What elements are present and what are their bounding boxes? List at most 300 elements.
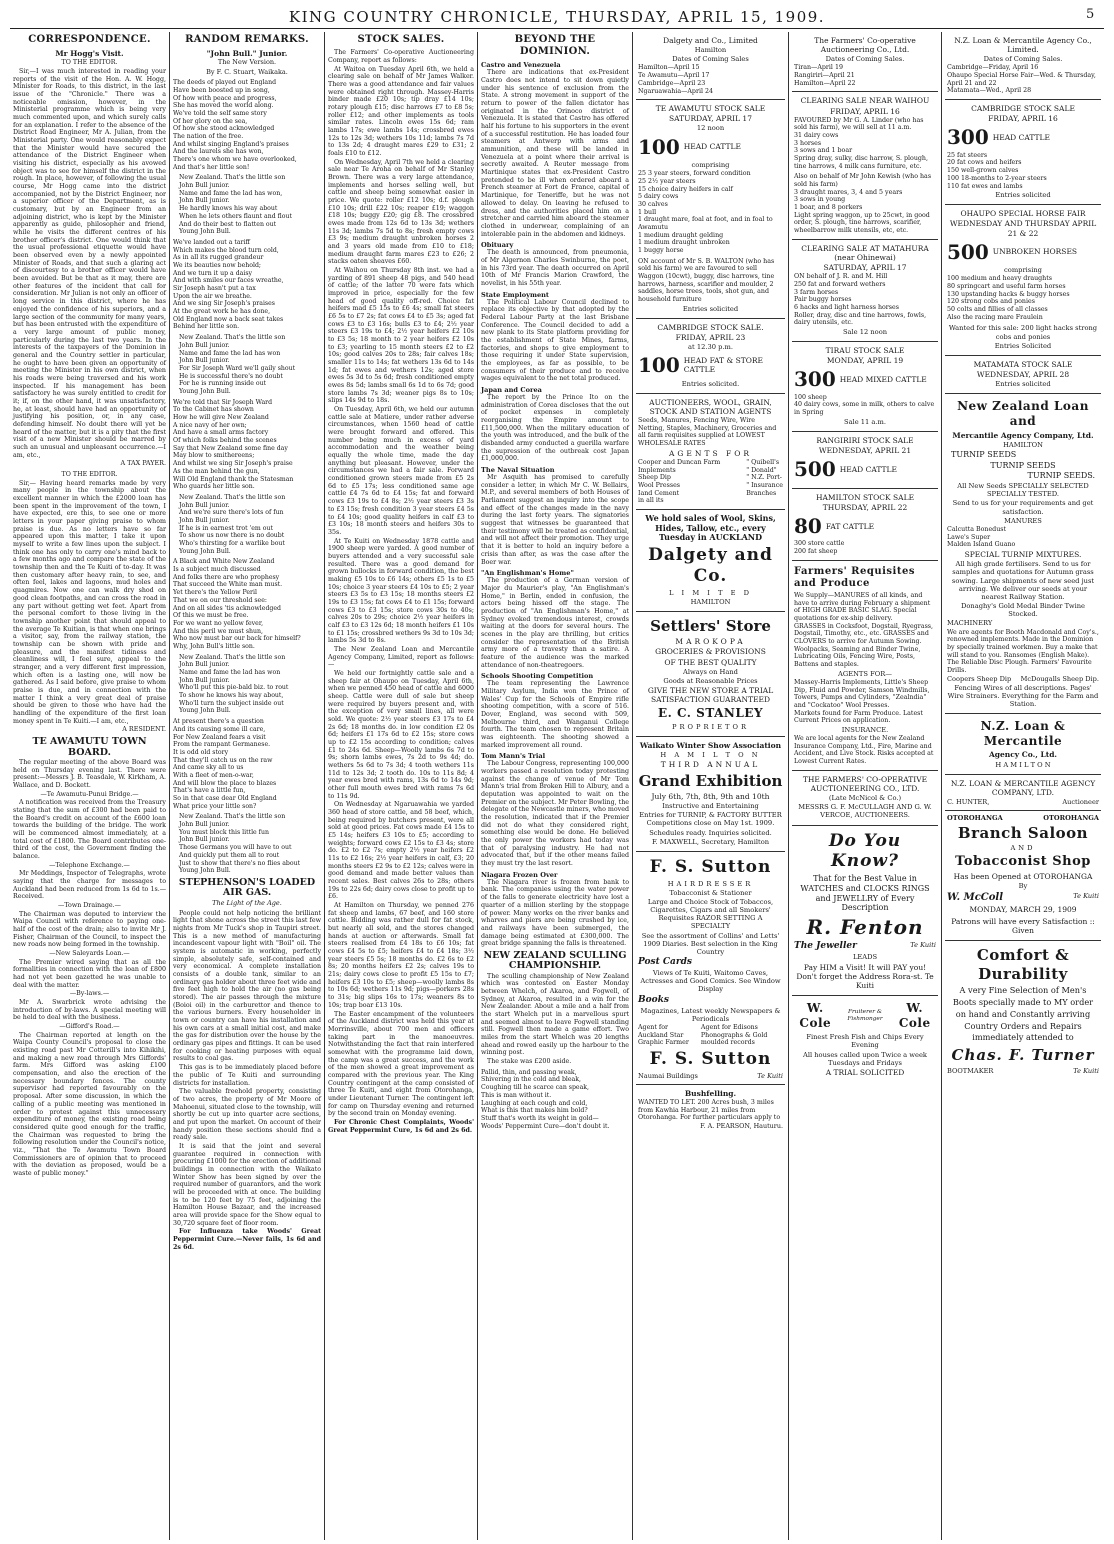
sale-date: MONDAY, APRIL 19 [826,356,904,366]
sale-date-item: Rangiriri—April 21 [794,72,855,80]
article-subhead: —Town Drainage.— [58,902,121,910]
ad-text: AND [1010,844,1036,853]
ad-subhead: Mercantile Agency Company, Ltd. [952,430,1094,440]
poem-stanza: New Zealand. That's the little son John Bull junior. Name and fame the lad has won John Bull junior. For Sir Joseph Ward we'll gaily shout He is successful there's no doubt For he is running inside out Young John Bull. [179,334,296,395]
news-heading: State Employment [481,290,549,299]
sale-time: at 12.30 p.m. [688,343,733,352]
sale-date: WEDNESDAY AND THURSDAY APRIL 21 & 22 [949,219,1097,238]
section-title: STOCK SALES. [357,34,445,45]
sale-item: 20 fat cows and heifers [947,159,1022,167]
sale-time: 12 noon [696,124,725,133]
masthead-rule [10,28,1104,29]
sale-item-list [947,152,1099,190]
ad-text: Fruiterer & Fishmonger [847,1008,883,1022]
letter-body: Sir,—I was much interested in reading your reports of the visit of the Hon. A. W. Hogg, Minister for Roads, to this district, in the last issue of the "Chronicle." There was a noticeable omission, however, in the Ministerial programme which is being very much commented upon, and which surely calls for an explanation. I refer to the absence of the District Road Engineer, Mr A. Julian, from the Ministerial party. One would reasonably expect that the Minister would have secured the attendance of the District Engineer when visiting his district, especially as his avowed object was to see for himself the district in the rough. In place, however, of following the usual course, Mr Hogg came into the district accompanied, not by the District Engineer, nor a superior officer of the Department, as is customary, but by an Engineer from an adjoining district, who is kept by the Minister apparently as guide, philosopher and friend, while he visits the different centres of his brother officer's district. One would think that the usual professional etiquette would have been observed even by a newly appointed Minister of Roads, and that such a glaring act of discourtesy to a brother officer would have been avoided. But be that as it may, there are other features of the incident that call for consideration. Mr Julian is not only an officer of long service in this district, where he has enjoyed the confidence of his superiors, and a large section of the community for many years, but has been entrusted with the expenditure of a very large amount of public money, particularly during the last two years. In the interests of the taxpayers of the Dominion in general and the Country settler in particular, he ought to have been given an opportunity of meeting the Minister in his own district, when his roads were being traversed and his work inspected. If his management has been satisfactory he was surely entitled to credit for it; if, on the other hand, it was unsatisfactory, he, at least, should have had an opportunity of justifying his position, or, in any case, defending himself. No doubt there will yet be heard of the matter, but it is a pity that the first visit of a new Minister should be marred by such an unusual and unpleasant occurrence.—I am, etc., [13,68,166,459]
ad-subhead: Dates of Coming Sales. [825,55,905,64]
ad-text: July 6th, 7th, 8th, 9th and 10th [651,791,770,801]
article-paragraph: The Premier wired saying that as all the formalities in connection with the loan of £800 had not yet been gazetted he was unable to deal with the matter. [13,958,166,989]
ad-subhead: SPECIAL TURNIP MIXTURES. [964,550,1082,560]
news-heading: Obituary [481,241,514,250]
article-paragraph: The Chairman was deputed to interview the Waipa Council with reference to paying one-half of the cost of the drain; also to invite Mr J. Fisher, Chairman of the Council, to inspect the new roads now being formed in the township. [13,910,166,949]
ad-text: Schedules ready. Inquiries solicited. [649,828,772,837]
news-text: The Labour Congress, representing 100,000 workers passed a resolution today protesting against the change of venue of Mr Tom Mann's trial from Broken Hill to Albury, and a deputation was appointed to wait on the Premier on the subject. Mr Peter Bowling, the delegate of the Newcastle miners, who moved the resolution, indicated that if the Premier did not do what they considered right, something else would be done. He believed the only power the workers had today was that of paralysing industry. He had not advocated that, but if the other means failed they must try the last resort. [481,760,629,868]
news-text: The production of a German version of Major du Maurier's play, "An Englishman's Home," in Berlin, ended in confusion, the actors being hissed off the stage. The production of "An Englishman's Home," at Sydney evoked tremendous interest, crowds waiting at the doors for several hours. The scenes in the play are thrilling, but critics consider the representation of the British army more of a travesty than a satire. A feature of the audience was the marked attendance of non-theatregoers. [481,577,629,669]
poem-stanza: We've landed out a tariff Which makes the blood turn cold, As in all its rugged grandeur We its beauties now behold; And we turn it up a daisy And with smiles our faces wreathe, Sir Joseph hasn't put a tax Upon the air we breathe. And we sing Sir Joseph's praises At the great work he has done, Old England now a back seat takes Behind her little son. [173,238,284,331]
ad-brand: Grand Exhibition [638,771,783,790]
news-text: The team representing the Lawrence Military Asylum, India won the Prince of Wales' Cup for the Schools of Empire rifle shooting competition, with a score of 516. Dover, England, was second with 509, Melbourne third, and Wanganui College fourth. The team chosen to represent Britain was eighteenth. The shooting showed a marked improvement all round. [481,680,629,749]
column-farmers-coop-ads [789,32,942,1540]
sale-item: 25 fat steers [947,151,988,159]
sale-item: Light spring waggon, up to 25cwt, in good order, S. plough, tine harrows, scarifier, wheelbarrow milk utensils, etc, etc. [794,211,930,235]
sale-note: ON behalf of J. R. and M. Hill [794,273,888,281]
ad-text: All houses called upon Twice a week Tuesdays and Fridays [803,1050,927,1067]
ad-text: Coopers Sheep Dip [947,674,1012,683]
sale-date: SATURDAY, APRIL 17 [669,114,752,124]
sale-heading: CAMBRIDGE STOCK SALE. [657,322,764,332]
poem-stanza: New Zealand. That's the little son John Bull junior. And we're sure there's lots of fun John Bull junior. If he is in earnest trot 'em out To show us now there is no doubt Who's thirsting for a warlike bout Young John Bull. [179,493,286,555]
article-paragraph: On Tuesday, April 6th, we held our autumn cattle sale at Matiere, under rather adverse circumstances, when 1560 head of cattle were brought forward and offered. This number being much in excess of yard accommodation and the weather being equally the whole time, made the day anything but pleasant. However, under the circumstances we had a fair sale. Forward conditioned grown steers made from £5 2s 6d to £5 17s; less conditioned same age cattle £4 7s 6d to £4 15s; fat and forward cows £3 19s to £4 8s; 2½ year steers £3 3s to £3 15s; fresh condition 3 year steers £4 5s to £4 10s; good quality heifers in calf £3 to £3 10s; 18 month steers and heifers 30s to 35s. [328,406,474,536]
ad-brand: Branch Saloon [957,824,1089,843]
ad-brand: New Zealand Loan and [957,399,1089,428]
ad-text: We hold sales of Wool, Skins, Hides, Tallow, etc., every Tuesday in AUCKLAND [645,512,776,543]
poem-subtitle: The New Version. [217,58,277,67]
article-paragraph: The New Zealand Loan and Mercantile Agency Company, Limited, report as follows:— [328,645,474,669]
sale-heading: MATAMATA STOCK SALE [973,359,1073,369]
ad-subhead: (Late McNicol & Co.) [828,794,902,803]
ad-text: Views of Te Kuiti, Waitomo Caves, Actresses and Good Comics. See Window Display [640,969,781,994]
sale-item-list [794,189,936,235]
manure-item: Lawe's Super [947,533,991,541]
sale-item: HEAD FAT & STORE CATTLE [683,356,763,375]
news-heading: Castro and Venezuela [481,61,561,70]
article-paragraph: Mr A. Swarbrick wrote advising the introduction of by-laws. A special meeting will be held to deal with the business. [13,999,166,1022]
sale-item: 1 medium draught unbroken [638,239,730,247]
advert-poem: Pallid, thin, and passing weak, Shivering in the cold and bleak, Coughing till he scarce can speak, This is man without it. Laughing at each cough and cold, What is this that makes him bold? Stuff that's worth its weight in gold— Woods' Peppermint Cure—don't doubt it. [481,1068,610,1130]
agent-item: Implements [638,466,676,474]
sale-count: 300 [794,367,836,392]
sale-heading: OHAUPO SPECIAL HORSE FAIR [960,209,1086,219]
sale-date-item: Te Awamutu—April 17 [638,72,710,80]
ad-text: Markets found for Farm Produce. Latest Current Prices on application. [794,709,923,725]
ad-subhead: AGENTS FOR [669,448,752,458]
ad-heading: AUCTIONEERS, WOOL, GRAIN, STOCK AND STATION AGENTS [649,397,772,416]
ad-town: HAMILTON [690,597,731,606]
sale-dates-list [794,64,936,87]
sale-date: FRIDAY, APRIL 23 [675,332,746,342]
sale-item: 100 sheep [794,393,827,401]
turnip-seeds-line: TURNIP SEEDS [990,460,1056,470]
ad-brand: Chas. F. Turner [951,1046,1095,1065]
sale-count: 100 [638,353,680,378]
sale-item: 3 sows in young [794,196,846,204]
ad-text: MESSRS G. F. McCULLAGH AND G. W. VERCOE, AUCTIONEERS. [798,803,932,820]
ad-heading: Farmers' Requisites and Produce [794,565,915,589]
sale-item: 120 strong cobs and ponies [947,298,1035,306]
turnip-seeds-line: TURNIP SEEDS. [1027,471,1095,481]
ad-subhead: Agency Co., Ltd. [988,750,1058,760]
sale-item: HEAD CATTLE [683,142,741,152]
ad-text: Seeds, Manures, Fencing Wire, Wire Netting, Staples, Machinery, Groceries and all farm requisites supplied at LOWEST WHOLESALE RATES [638,417,777,448]
ad-subhead: Books [638,994,669,1005]
agents-list [746,459,783,505]
poem-stanzas [173,79,321,875]
ad-text: Te Kuiti [757,1071,783,1080]
sale-date-item: Hamilton—April 22 [794,79,856,87]
sale-date: FRIDAY, APRIL 16 [988,114,1058,124]
sale-item: HEAD CATTLE [992,133,1050,143]
sale-item: 250 fat and forward wethers [794,280,886,288]
sale-item: HEAD CATTLE [839,464,897,474]
ad-subhead: MACHINERY [947,619,993,628]
ad-subhead: Post Cards [638,957,692,968]
ad-text: We Supply—MANURES of all kinds, and have to arrive during February a shipment of HIGH GRADE BASIC SLAG. Special quotations for ex-ship delivery. [794,592,931,623]
sale-item: 25 3 year steers, forward condition [638,170,751,178]
agent-item: Cooper and Duncan Farm [638,458,721,466]
sale-date-item: Matamata—Wed., April 28 [947,87,1032,95]
sale-heading: RANGIRIRI STOCK SALE [816,435,914,445]
turnip-seeds-line: TURNIP SEEDS [951,449,1017,459]
ad-subhead: L I M I T E D [668,588,753,597]
news-heading: Japan and Corea [481,386,542,394]
sale-item: 1 draught mare, foal at foot, and in foal to Awamutu [638,216,773,231]
manure-item: Calcutta Bonedust [947,526,1007,533]
article-title: TE AWAMUTU TOWN BOARD. [32,736,147,758]
news-heading: Niagara Frozen Over [481,870,558,879]
agent-item: " Insurance [746,481,783,489]
sale-item: UNBROKEN HORSES [992,247,1078,257]
column-stock-sales [325,32,478,1540]
ad-brand: Settlers' Store [650,617,771,635]
ad-heading: N.Z. LOAN & MERCANTILE AGENCY COMPANY, LTD. [950,778,1096,797]
poem-stanza: New Zealand. That's the little son John Bull junior. Name and fame the lad has won John Bull junior. Who'll put this pie-bald biz. to rout To show he knows his way about, Who'll turn the subject inside out Young John Bull. [179,653,289,715]
ad-brand: N.Z. Loan & Mercantile [980,719,1066,748]
sale-date: WEDNESDAY, APRIL 28 [976,370,1070,380]
article-paragraph: The Farmers' Co-operative Auctioneering Company, report as follows: [328,49,474,64]
ad-text: All New Seeds SPECIALLY SELECTED SPECIALLY TESTED. [957,482,1089,499]
sale-item: 1 bull [638,208,657,216]
sale-item: 40 dairy cows, some in milk, others to calve in Spring [794,401,935,417]
sale-item-list [794,540,936,555]
article-paragraph: On Wednesday at Ngaruawahia we yarded 360 head of store cattle, and 58 beef, which, being required by butchers present, were all sold at good prices. Fat cows made £4 15s to £5 14s; heifers £3 10s to £5; according to weights; forward cows £2 15s to £3 4s; store do. £2 to £2 7s; empty 2½ year heifers £2 11s to £2 16s; 2½ year heifers in calf, £3; 20 months steers £2 9s to £2 12s; calves were in good demand and made better values than recent sales. Best calves 26s to 28s; others 19s to 22s 6d; dairy cows close to profit up to £6. [328,801,474,901]
sale-dates-list [947,64,1099,95]
news-heading: Tom Mann's Trial [481,752,546,761]
sale-note: FAVOURED by Mr G. A. Linder (who has sold his farm), we will sell at 11 a.m. [794,116,924,132]
sale-item: 1 boar, and 8 porkers [794,204,863,212]
sale-date: WEDNESDAY, APRIL 21 [818,446,912,456]
ad-heading: The Farmers' Co-operative Auctioneering Co., Ltd. [814,36,916,55]
article-paragraph: At Waihou on Thursday 8th inst. we had a yarding of 891 sheep 48 pigs, and 540 head of cattle; of the latter 70 were fats which improved in price, especially for the few head of good quality off-red. Choice fat heifers mad £5 15s to £6 4s; small fat steers £6 5s to £7 2s; fat cows £4 to £5 3s; aged fat cows £3 to £3 16s; bulls £3 to £4; 2½ year steers £3 19s to £4; 2½ year heifers £2 10s to £3 5s; 18 month to 2 year heifers £2 10s to £3; yearling to 15 month steers £2 to £2 10s; good calves 20s to 28s; fair calves 18s; smaller 11s to 14s; fat wethers 13s 6d to 14s 1d; fat ewes and wethers 12s; aged store ewes 5s 3d to 5s 6d; fresh conditioned empty ewes 8s 5d; lambs small 6s 1d to 6s 7d; good store lambs 7s 3d; weaner pigs 8s to 10s; slips 14s 9d to 18s. [328,267,474,405]
ad-text: Woolpacks, Seaming and Binder Twine, Lubricating Oils, Fencing Wire, Posts, Battens and staples. [794,645,921,669]
sale-item: 25 2½ year steers [638,177,696,185]
article-subhead: —Te Awamutu-Punui Bridge.— [40,790,139,798]
ad-town: MAROKOPA [675,637,746,647]
ad-subhead: Dates of Coming Sales. [983,55,1063,64]
ad-text: Agent for Auckland Star Graphic Farmer [638,1023,689,1047]
ad-text: Finest Fresh Fish and Chips Every Evening [806,1033,924,1050]
ad-subhead: PROPRIETOR [671,722,750,731]
sale-heading: CAMBRIDGE STOCK SALE [971,104,1075,114]
agent-item: Wool Presses [638,481,681,489]
ad-text: WANTED TO LET. 200 Acres bush, 3 miles from Kawhia Harbour, 21 miles from Otorohanga. For further particulars apply to [638,1098,781,1122]
ad-text: Naumai Buildings [638,1071,698,1080]
ad-text: Te Kuiti [910,941,936,950]
sale-date-item: Cambridge—April 23 [638,79,706,87]
ad-text: Has been Opened at OTOROHANGA [953,872,1093,882]
ad-text: See the assortment of Collins' and Letts' 1909 Diaries. Best selection in the King Country [641,931,780,956]
sale-date: FRIDAY, APRIL 16 [830,106,900,116]
sale-item: 100 18-months to 2-year steers [947,174,1047,182]
sale-item-list [794,394,936,417]
ad-subhead: HAIRDRESSER [667,879,754,888]
letter-title: Mr Hogg's Visit. [55,49,124,59]
news-text: There are indications that ex-President Castro does not intend to sit down quietly under his sentence of exclusion from the State. A strong movement in support of the return to power of the fallen dictator has originated in the Orinoco district of Venezuela. It is stated that Castro has offered half his fortune to his supporters in the event of a successful restitution. He has loaded four steamers at Antwerp with arms and ammunition, and these will be landed in Venezuela at a point where their arrival is secretly awaited. A Reuter message from Martinique states that ex-President Castro pretended to be ill when ordered aboard a French steamer at Fort de France, capital of Martinique, for Teneriffe, but he was not allowed to delay. On leaving he refused to dress, and the authorities placed him on a stretcher and carried him aboard the steamer clothed in underwear, complaining of an intolerable pain in the abdomen and kidneys. [481,69,629,238]
sale-item: 15 choice dairy heifers in calf [638,185,733,193]
ad-text: LEADS [852,953,878,962]
ad-text: Large and Choice Stock of Tobaccos, Cigarettes, Cigars and all Smokers' Requisites RAZOR SETTING A SPECIALTY [647,897,774,931]
sale-comprising: comprising [1004,266,1042,275]
poem-author: By F. C. Stuart, Waikaka. [206,68,288,77]
sale-item: 300 store cattle [794,540,845,548]
masthead: KING COUNTRY CHRONICLE, THURSDAY, APRIL 15, 1909. [288,8,826,26]
sale-time: Sale 11 a.m. [843,417,886,426]
article-paragraph: This gas is to be immediately placed before the public of Te Kuiti and surrounding districts for installation. [173,1064,321,1087]
sale-date: THURSDAY, APRIL 22 [822,502,908,512]
sale-item: 1 buggy horse [638,246,684,254]
sale-count: 300 [947,125,989,150]
letter-signature: A TAX PAYER. [120,459,166,468]
sale-item-list [794,281,936,327]
ad-text: F. MAXWELL, Secretary, Hamilton [651,837,770,846]
letter-signature: A RESIDENT. [122,725,166,734]
sale-note: Also on behalf of Mr John Kewish (who has sold his farm) [794,173,932,189]
entries-solicited: Entries solicited [995,380,1051,389]
column-random-remarks [170,32,325,1540]
poem-stanza: New Zealand. That's the little son John Bull junior. Name and fame the lad has won, John Bull junior. He hardly knows his way about When he lets others flaunt and flout And do their best to flatten out Young John Bull. [179,174,292,236]
entries-solicited: Entries solicited [995,191,1051,200]
ad-brand: W. McColl [947,891,1004,903]
ad-text: Always on Hand [683,667,738,676]
ad-text: Instructive and Entertaining [662,802,759,811]
entries-solicited: Entries solicited. [681,379,740,388]
ad-text: By [1018,882,1028,891]
manure-item: Malden Island Guano [947,541,1016,549]
article-subtitle: The Light of the Age. [212,898,282,907]
news-text: The report by the Prince Ito on the administration of Corea discloses that the out of pocket expenses in completely reorganising the Empire amount to £11,500,000. When the military education of the youth was introduced, and the bulk of the disbanded army conducted a guerilla warfare the supression of the outbreak cost Japan £1,000,000. [481,394,629,463]
ad-brand: W. Cole [898,1001,931,1030]
news-text: Mr Asquith has promised to carefully consider a letter, in which Mr C. W. Bellairs, M.P., and several members of both Houses of Parliament suggest an inquiry into the scope and effect of the changes made in the navy during the last forty years. The signatories suggest that witnesses be guaranteed that their testimony will be treated as confidential, and will not affect their promotion. They urge that it is better to hold an inquiry before a crisis than after, as was the case after the Boer war. [481,474,629,566]
column-correspondence [10,32,170,1540]
ad-brand: E. C. STANLEY [657,706,764,721]
sale-date: SATURDAY, APRIL 17 [823,263,907,273]
ad-text: That for the Best Value in WATCHES and CLOCKS RINGS and JEWELLRY of Every Description [800,874,930,913]
agent-item: " N.Z. Port- [746,474,782,482]
ad-brand: R. Fenton [806,915,924,940]
ad-text: A very Fine Selection of Men's Boots specially made to MY order on hand and Constantly arriving Country Orders and Repairs immediately attended to [952,984,1094,1043]
page-number: 5 [1086,7,1095,22]
sale-item: Roller, dray, disc and tine harrows, fowls, dairy utensils, etc. [794,311,927,327]
sale-date-item: Tiran—April 19 [794,64,843,72]
ad-text: Patrons will have every Satisfaction :: Given [951,916,1095,936]
sale-date-item: Ohaupo Special Horse Fair—Wed. & Thursday, April 21 and 22 [947,72,1096,87]
sale-item: 6 hacks and light harness horses [794,303,899,311]
section-title: CORRESPONDENCE. [28,34,151,45]
agent-item: " Quibell's [746,458,780,466]
sale-heading: CLEARING SALE AT MATAHURA (near Ohinewai) [801,243,929,262]
sale-item: 150 well-grown calves [947,167,1019,175]
ad-text: A TRIAL SOLICITED [825,1067,905,1077]
article-subhead: —Telephone Exchange.— [49,861,130,869]
ad-brand: W. Cole [799,1001,832,1030]
ad-signature: F. A. PEARSON, Hauturu. [700,1121,783,1130]
sale-heading: TE AWAMUTU STOCK SALE [655,104,766,114]
ad-text: Magazines, Latest weekly Newspapers & Periodicals [640,1006,781,1023]
sale-item: 31 dairy cows [794,132,839,140]
ad-text: Pay HIM a Visit! It will PAY you! Don't forget the Address Rora-st. Te Kuiti [796,962,934,990]
sale-count: 80 [794,513,822,538]
sale-date-item: Hamilton—April 15 [638,64,700,72]
poem-stanza: We're told that Sir Joseph Ward To the Cabinet has shown How he will give New Zealand A nice navy of her own; And have a small arms factory Of which folks behind the scenes Say that New Zealand some fine day May blow to smithereens; And whilst we sing Sir Joseph's praise As the man behind the gun, Will Old England thank the Statesman Who guards her little son. [173,398,294,491]
article-paragraph: The Easter encampment of the volunteers of the Auckland district was held this year at Morrinsville, about 700 men and officers taking part in the manoeuvres. Notwithstanding the fact that rain interfered somewhat with the programme laid down, the camp was a great success, and the work of the men showed a great improvement as compared with the previous year. The King Country contingent at the camp consisted of three Te Kuiti, and eight from Otorohanga, under Lieutenant Turner. The contingent left for camp on Thursday evening and returned by the second train on Monday evening. [328,1010,474,1118]
news-heading: Schools Shooting Competition [481,672,594,681]
poem-title: "John Bull." Junior. [206,49,288,59]
ad-text: Donaghy's Gold Medal Binder Twine Stocked. [961,602,1085,619]
poem-stanza: At present there's a question And its causing some ill care, For New Zealand fears a visit From the rampant Germanese. It is odd old story That they'll catch us on the raw And came sky all to us With a fleet of men-o-war, And will blow the place to blazes That's have a little fun, So in that case dear Old England What price your little son? [173,718,277,810]
ad-text: We are local agents for the New Zealand Insurance Company, Ltd., Fire, Marine and Accident, and Live Stock. Risks accepted at Lowest Current Rates. [794,735,934,766]
ad-text: Send to us for your requirements and get satisfaction. [952,499,1094,516]
column-nz-loan-ads [942,32,1104,1540]
agent-item: Sheep Dip [638,474,671,482]
article-paragraph: A notification was received from the Treasury stating that the sum of £300 had been paid to the Board's credit on account of the £600 loan towards the building of the bridge. The work will be commenced almost immediately, at a total cost of £1800. The Board contributes one-third of the cost, the Government finding the balance. [13,799,166,860]
sale-item: 50 colts and fillies of all classes [947,306,1048,314]
agents-list [638,459,720,505]
article-paragraph: At Waitoa on Tuesday April 6th, we held a clearing sale on behalf of Mr James Walker. There was a good attendance and fair values were obtained right through. Massey-Harris binder made £20 10s; tip dray £14 10s; rotary plough £15; disc harrows £7 to £8 5s; roller £12; and other implements as tools similar rates. Lincoln ewes 15s 6d; ram lambs 17s; ewe lambs 14s; crossbred ewes 12s to 12s 3d; wethers 10s 11d; lambs 7s 7d to 13s 2d; 4 draught mares £29 to £31; 2 foals £10 to £12. [328,65,474,157]
sale-heading: TIRAU STOCK SALE [825,346,905,356]
ad-text: All high grade fertilisers. Send to us for samples and quotations for Autumn grass sowing. Large shipments of new seed just arriving. We deliver our seeds at your nearest Railway Station. [951,560,1095,601]
letter-to: TO THE EDITOR. [61,471,118,479]
agent-item: in all its [638,497,664,505]
agent-item: Iand Cement [638,489,680,497]
ad-heading: Dalgety and Co., Limited [663,36,758,45]
sale-item: Spring dray, sulky, disc harrow, S. plough, tine harrows, 4 milk cans furniture, etc. [794,155,928,170]
ad-subhead: Dates of Coming Sales [672,55,749,64]
sale-item: 3 farm horses [794,288,839,296]
news-heading: The Naval Situation [481,466,555,475]
ad-text: GIVE THE NEW STORE A TRIAL SATISFACTION GUARANTEED [647,686,774,705]
sale-date-item: Ngaruawahia—April 24 [638,87,714,95]
section-title: BEYOND THE DOMINION. [514,34,596,58]
ad-text: Te Kuiti [1073,1066,1099,1075]
letter-body: Sir,— Having heard remarks made by very many people in the township about the excellent manner in which the £2000 loan has been spent in the improvement of the town, I have expected, ere this, to see one or more letters in your paper giving praise to whom praise is due. As no letters have so far appeared upon this matter, I take it upon myself to write a few lines upon the subject. I think one has only to carry one's mind back to a few months ago and compare the state of the township then and the Te Kuiti of to-day. It was then customary after heavy rain, to see, and often feel, lakes and lagoons, mud holes and quagmires. Now one can walk dry shod on good clean footpaths, and can cross the road in any part without getting wet feet. Apart from the personal comfort to those living in the township another point that should appeal to the average Te Kuitian, is that when one brings a visitor, say, from the railway station, the township can be shown with pride and pleasure, and the manifest tidiness and cleanliness will, I feel sure, appeal to the stranger, and a very different first impression, which often is a lasting one, will now be gathered. As I said before, give praise to whom praise is due, and in connection with the matter I think a very great deal of praise should be given to those who have had the handling of the expenditure of the first loan money spent in Te Kuiti.—I am, etc., [13,479,166,725]
news-text: The Niagara river is frozen from bank to bank. The companies using the water power of the falls to generate electricity have lost a quarter of a million sterling by the stoppage of power. Many works on the river banks and wharves and piers are being crushed by ice, and railways have been submerged, the damage being estimated at £300,000. The great bridge spanning the falls is threatened. [481,878,629,948]
sale-heading: HAMILTON STOCK SALE [815,492,915,502]
article-paragraph: At Te Kuiti on Wednesday 1878 cattle and 1900 sheep were yarded. A good number of buyers attended and a very successful sale resulted. There was a good demand for grown bullocks in forward condition, the best making £5 10s to £6 14s; others £5 1s to £5 10s; choice 3 year steers £4 10s to £5; 2 year steers £3 5s to £3 15s; 18 months steers £2 19s to £3 15s; fat cows £4 to £1 15s; forward cows £3 to £3 15s; store cows 30s to 40s; calves 20s to 29s; choice 2½ year heifers in calf £3 to £3 12s 6d; 18 month heifers £1 10s to £1 15s; crossbred wethers 9s 3d to 10s 3d; lambs 5s 3d to 8s. [328,537,474,645]
sale-item-list [794,132,936,170]
poem-stanza: New Zealand. That's the little son John Bull junior. You must block this little fun John Bull junior. Those Germans you will have to out And quickly put them all to rout Just to show that there's no flies about Young John Bull. [179,813,301,875]
sale-item: 1 medium draught gelding [638,231,724,239]
article-paragraph: The Chairman reported at length on the Waipa County Council's proposal to close the existing road past Mr Cotterill's into Kihikihi, and making a new road through Mrs Giffords' farm. Mrs Gifford was asking £100 compensation, and also the erection of the necessary boundary fences. The county supervisor had reported favourably on the proposal. After some discussion, in which the calling of a public meeting was mentioned in order to protest against this unnecessary expenditure of money, the existing road being considered quite good enough for the traffic, the Chairman was requested to bring the following resolution under the Council's notice, viz., "That the Te Awamutu Town Board Commissioners are of opinion that to proceed with the deviation as proposed, would be a waste of public money." [13,1031,166,1177]
advert-line: For Influenza take Woods' Great Peppermint Cure.—Never fails, 1s 6d and 2s 6d. [173,1228,321,1251]
ad-brand: Do You Know? [828,830,902,872]
ad-text: Te Kuiti [1073,891,1099,900]
sale-item: 110 fat ewes and lambs [947,182,1023,190]
entries-solicited: Entries solicited [682,304,739,313]
poem-stanza: The deeds of played out England Have been boosted up in song, Of how with peace and progress, She has moved the world along. We've told the self same story Of her glory on the sea, Of how she stood acknowledged The nation of the free. And whilst singing England's praises And the laurels she has won, There's one whom we have overlooked, And that's her little son! [173,79,297,171]
article-subhead: —By-laws.— [69,990,110,998]
sale-item: 3 horses [794,139,822,147]
ad-text: McDougalls Sheep Dip. [1020,674,1099,683]
ad-text: GRASSES in Cocksfoot, Dogstail, Ryegrass, Dogstail, Timothy, etc., etc. GRASSES and CLOVERS to arrive for Autumn Sowing. [794,622,934,646]
article-paragraph: People could not help noticing the brilliant light that shone across the street this last few nights from Mr Tuck's shop in Taupiri street. This is a new method of manufacturing incandescent vapour light with "Boil" oil. The system is automatic in working, perfectly simple, absolutely safe, self-contained and very economical. A complete installation consists of a double tank, similar to an ordinary gas holder about three feet wide and five feet high to hold the air (no gas being stored). The air passes through the mixture (Boioi oil) in the carburettor and thence to the various burners. Every householder in town or country can have his installation and his own cars at a small initial cost, and make the gas for distribution over the house by the ordinary gas pipes and fittings. It can be used for cooking or heating purposes with equal results to coal gas. [173,909,321,1063]
ad-text: OTOROHANGA [947,813,1003,822]
sale-item: HEAD MIXED CATTLE [839,375,927,385]
sale-count: 500 [947,239,989,264]
sale-item: Also the racing mare Fraulein [947,313,1043,321]
ad-text: BOOTMAKER [947,1066,994,1075]
ad-heading: Waikato Winter Show Association [639,741,782,751]
sale-item: Pair buggy horses [794,296,852,304]
ad-text: We are agents for Booth Macdonald and Coy's., renowned implements. Made in the Dominion by specially trained workmen. Buy a make that will stand to you. Ransomes (English Make). The Reliable Disc Plough. Farmers' Favourite Drills. [947,628,1099,674]
news-text: The stake was £200 aside. [487,1058,572,1066]
news-text: The Political Labour Council declined to replace its objective by that adopted by the Federal Labour Party at the last Brisbane Conference. The Council decided to add a new plank to its State platform providing for the establishment of State Mines, farms, factories, and shops to give employment to those requiring it under State supervision, the employees, as far as possible, to be consumers of their produce and to receive wages equivalent to the net total produced. [481,298,629,383]
ad-brand: F. S. Sutton [649,856,772,877]
ad-text: Entries for TURNIP, & FACTORY BUTTER Competitions close on May 1st. 1909. [639,811,782,828]
ad-brand: F. S. Sutton [649,1048,772,1069]
article-paragraph: The valuable freehold property, consisting of two acres, the property of Mr Moore of Mahoenui, situated close to the township, will shortly be cut up into quarter acre sections, and put upon the market. On account of their handy position these sections should find a ready sale. [173,1088,321,1142]
news-heading: "An Englishman's Home" [481,569,574,578]
ad-text: Goods at Reasonable Prices [663,676,758,685]
ad-town: H A M I L T O N [995,760,1051,769]
article-subhead: —Gifford's Road.— [59,1023,120,1031]
ad-subhead: AGENTS FOR— [838,669,892,678]
ad-brand: Comfort & Durability [976,946,1070,983]
ad-heading: N.Z. Loan & Mercantile Agency Co., Limited. [954,36,1092,55]
ad-brand: Dalgety and Co. [648,545,773,586]
sale-item: 100 medium and heavy draughts [947,275,1052,283]
ad-heading: Bushfelling. [684,1088,737,1098]
article-paragraph: We held our fortnightly cattle sale and a sheep fair at Ohaupo on Tuesday, April 6th, when we penned 450 head of cattle and 6000 sheep. Cattle were dull of sale but sheep were required by buyers present and, with the exception of very small lines, all were sold. We quote: 2½ year steers £3 17s to £4 2s 6d; 18 months do. in low condition £2 0s 6d; heifers £1 17s 6d to £2 15s; store cows up to £2 15s according to condition; calves £1 to 24s 6d. Sheep—Woolly lambs 6s 7d to 9s; shorn lambs ewes, 7s 2d to 9s 4d; do. wethers 5s 6d to 7s 3d; 4 tooth wethers 11s 11d to 12s 3d; 2 tooth do. 10s to 11s 8d; 4 year ewes bred with rams, 13s 6d to 14s 9d; other full mouth ewes bred with rams 7s 6d to 11s 9d. [328,669,474,800]
ad-subhead: INSURANCE. [841,725,889,734]
ad-text: Fencing Wires of all descriptions. Pages' Wire Strainers. Everything for the Farm and Station. [947,683,1099,708]
section-title: RANDOM REMARKS. [185,34,309,45]
article-paragraph: The regular meeting of the above Board was held on Thursday evening last. There were present:—Messrs J. B. Teasdale, W. Kirkham, A. Wallace, and D. Bockett. [13,758,166,789]
sale-note: Wanted for this sale: 200 light hacks strong cobs and ponies [948,324,1098,341]
agent-item: Branches [746,489,777,497]
sale-item: 3 sows and 1 boar [794,147,853,155]
article-paragraph: At Hamilton on Thursday, we penned 276 fat sheep and lambs, 67 beef, and 160 store cattle. Bidding was rather dull for fat stock, but nearly all sold, and the stores changed hands at auction or afterwards. Small fat steers realised from £4 18s to £6 10s; fat cows £4 5s to £5; heifers £4 to £4 18s; 3½ year steers £5 5s; 18 months do. £2 6s to £2 8s; 20 months heifers £2 2s; calves 19s to 21s; dairy cows close to profit £5 15s to £7; heifers £3 10s to £5; sheep—woolly lambs 8s to 10s 6d; wethers 11s 9d; pigs—porkers 28s to 31s; big slips 16s to 17s; weaners 8s to 10s; trap boar £13 10s. [328,902,474,1009]
sale-item-list [638,170,783,254]
poem-stanza: A Black and White New Zealand Is a subject much discussed And folks there are who prophesy That succeed the White man must. Yet there's the Yellow Peril That we on our threshold see: And on all sides 'tis acknowledged Of this we must be free. For we want no yellow fever, And this peril we must shun, Who now must bar our back for himself? Why, John Bull's little son. [173,558,301,650]
ad-town: Hamilton [694,46,727,55]
article-title: NEW ZEALAND SCULLING CHAMPIONSHIP. [483,949,627,972]
sale-heading: CLEARING SALE NEAR WAIHOU [800,96,930,106]
article-paragraph: On Wednesday, April 7th we held a clearing sale near Te Aroha on behalf of Mr Stanley Brown. There was a very large attendance, implements and horses selling well, but cattle and sheep being somewhat easier in price. We quote: roller £12 10s; d.f. plough £10 10s; drill £22 10s; reaper £19; waggon £18 10s; buggy £20; gig £8. The crossbred ewes made from 12s 6d to 13s 3d; wethers 11s 3d; lambs 7s 5d to 8s; fresh empty cows £3 9s; medium draught unbroken horses 2 and 3 years old made from £10 to £18; medium draught farm mares £23 to £26; 2 stacks oaten sheaves £60. [328,158,474,266]
entries-solicited: Entries Solicited [994,341,1052,350]
ad-town: H A M I L T O N [660,751,761,760]
article-paragraph: Mr Meddings, Inspector of Telegraphs, wrote saying that the charge for messages to Auckland had been reduced from 1s 6d to 1s.—Received. [13,870,166,901]
ad-brand: Tobacconist Shop [955,854,1091,870]
letter-to: TO THE EDITOR. [61,59,118,67]
ad-heading: THE FARMERS' CO-OPERATIVE AUCTIONEERING CO., LTD. [802,774,928,793]
ad-subhead: Tobacconist & Stationer [669,888,752,897]
ad-subhead: MANURES [1004,516,1042,525]
news-text: The death is announced, from pneumonia, of Mr Algernon Charles Swinburne, the poet, in his 73rd year. The death occurred on April 10th of Mr Francis Marion Crawford, the novelist, in his 55th year. [481,249,629,287]
ad-text: GROCERIES & PROVISIONS [655,647,766,657]
article-subhead: —New Saleyards Loan.— [49,950,130,958]
sale-item: 200 fat sheep [794,548,838,555]
sale-item: 80 springcart and useful farm horses [947,283,1066,290]
ad-subhead: The Jeweller [794,941,857,952]
sale-count: 500 [794,457,836,482]
